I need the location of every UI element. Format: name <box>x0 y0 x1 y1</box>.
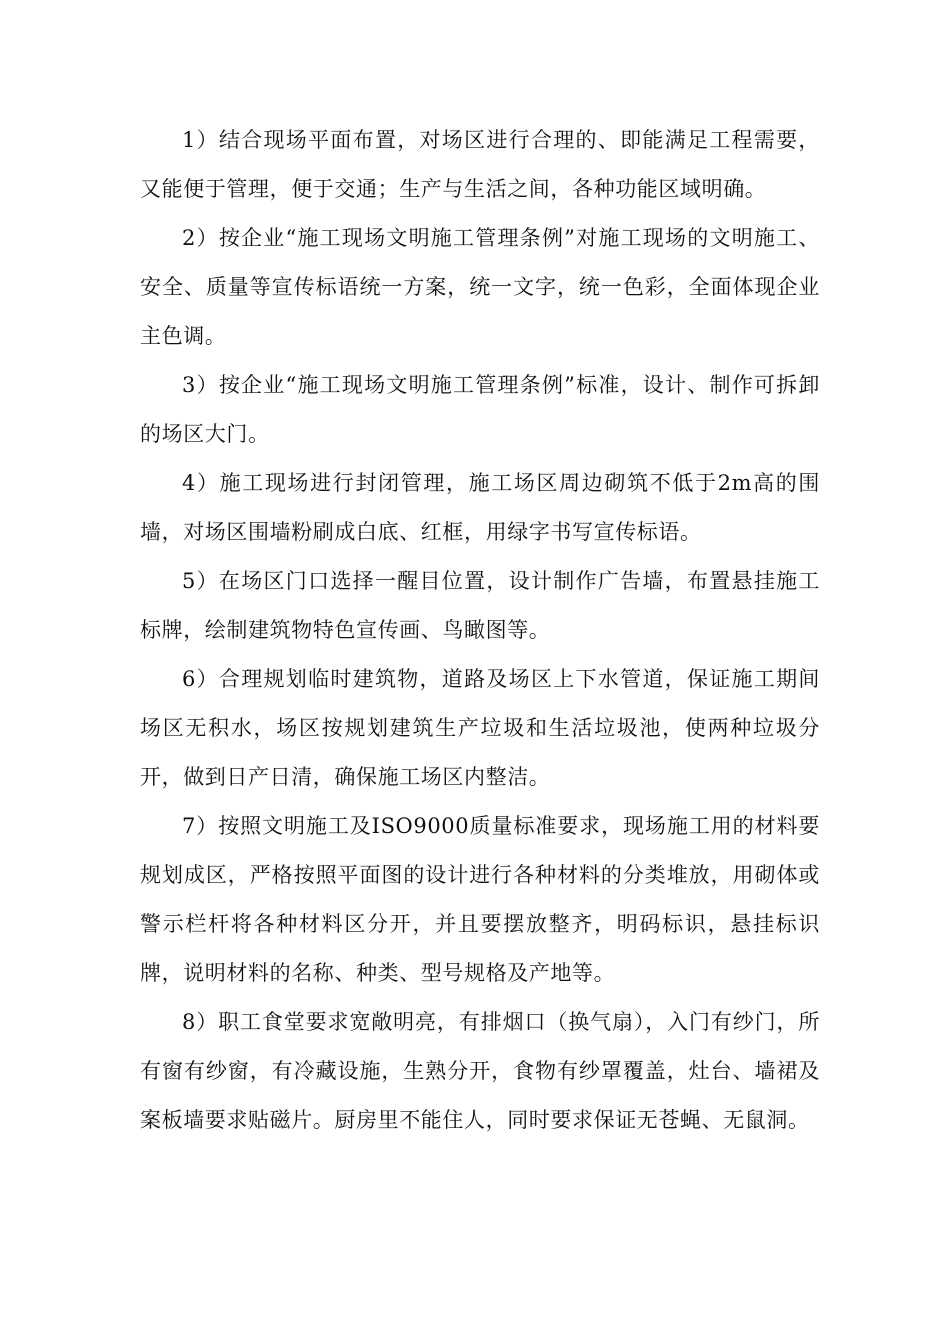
paragraph-8: 8）职工食堂要求宽敞明亮，有排烟口（换气扇），入门有纱门，所有窗有纱窗，有冷藏设施，生熟分开，食物有纱罩覆盖，灶台、墙裙及案板墙要求贴磁片。厨房里不能住人，同时要求保证无苍蝇、无鼠洞。 <box>140 1010 820 1132</box>
paragraph-2: 2）按企业“施工现场文明施工管理条例”对施工现场的文明施工、安全、质量等宣传标语统一方案，统一文字，统一色彩，全面体现企业主色调。 <box>140 226 820 348</box>
document-body <box>140 116 820 1145</box>
paragraph-4: 4）施工现场进行封闭管理，施工场区周边砌筑不低于2m高的围墙，对场区围墙粉刷成白底、红框，用绿字书写宣传标语。 <box>140 471 820 544</box>
paragraph-1: 1）结合现场平面布置，对场区进行合理的、即能满足工程需要，又能便于管理，便于交通；生产与生活之间，各种功能区域明确。 <box>140 128 820 201</box>
paragraph-3: 3）按企业“施工现场文明施工管理条例”标准，设计、制作可拆卸的场区大门。 <box>140 373 820 446</box>
paragraph-6: 6）合理规划临时建筑物，道路及场区上下水管道，保证施工期间场区无积水，场区按规划建筑生产垃圾和生活垃圾池，使两种垃圾分开，做到日产日清，确保施工场区内整洁。 <box>140 667 820 789</box>
paragraph-7: 7）按照文明施工及ISO9000质量标准要求，现场施工用的材料要规划成区，严格按照平面图的设计进行各种材料的分类堆放，用砌体或警示栏杆将各种材料区分开，并且要摆放整齐，明码标识，悬挂标识牌，说明材料的名称、种类、型号规格及产地等。 <box>140 814 820 985</box>
paragraph-5: 5）在场区门口选择一醒目位置，设计制作广告墙，布置悬挂施工标牌，绘制建筑物特色宣传画、鸟瞰图等。 <box>140 569 820 642</box>
